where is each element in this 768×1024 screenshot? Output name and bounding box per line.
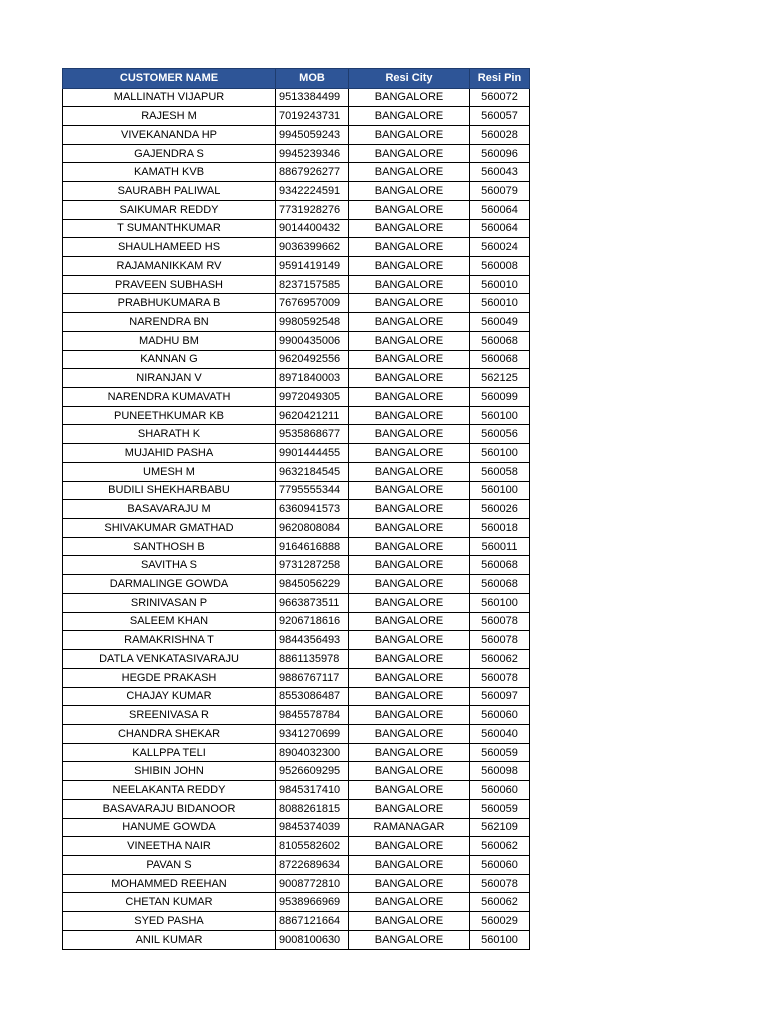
mob-cell: 9620421211 [276,406,349,425]
customer-name-cell: SANTHOSH B [63,537,276,556]
resi-pin-cell: 560040 [470,724,530,743]
customer-name-cell: MALLINATH VIJAPUR [63,88,276,107]
resi-city-cell: BANGALORE [349,275,470,294]
customer-name-cell: KANNAN G [63,350,276,369]
customer-name-cell: CHETAN KUMAR [63,893,276,912]
table-row [63,855,530,874]
customer-name-cell: KALLPPA TELI [63,743,276,762]
resi-pin-cell: 560026 [470,500,530,519]
resi-city-cell: BANGALORE [349,762,470,781]
resi-pin-cell: 560078 [470,612,530,631]
resi-pin-cell: 560099 [470,388,530,407]
resi-city-cell: BANGALORE [349,107,470,126]
customer-name-cell: MUJAHID PASHA [63,444,276,463]
mob-cell: 9900435006 [276,331,349,350]
resi-pin-cell: 560057 [470,107,530,126]
resi-pin-cell: 562125 [470,369,530,388]
mob-cell: 9341270699 [276,724,349,743]
resi-pin-cell: 560064 [470,219,530,238]
mob-cell: 9164616888 [276,537,349,556]
resi-city-cell: BANGALORE [349,706,470,725]
mob-cell: 9620808084 [276,519,349,538]
table-row [63,818,530,837]
table-row [63,182,530,201]
resi-pin-cell: 560068 [470,331,530,350]
mob-cell: 7795555344 [276,481,349,500]
customer-name-cell: VIVEKANANDA HP [63,125,276,144]
resi-city-cell: BANGALORE [349,182,470,201]
resi-city-cell: BANGALORE [349,350,470,369]
resi-pin-cell: 560024 [470,238,530,257]
resi-pin-cell: 560100 [470,444,530,463]
mob-cell: 8904032300 [276,743,349,762]
table-row [63,631,530,650]
resi-pin-cell: 560079 [470,182,530,201]
mob-cell: 9845374039 [276,818,349,837]
resi-pin-cell: 560068 [470,350,530,369]
resi-pin-cell: 560072 [470,88,530,107]
header-mob: MOB [276,69,349,89]
table-row [63,687,530,706]
mob-cell: 9845578784 [276,706,349,725]
resi-pin-cell: 560078 [470,668,530,687]
table-row [63,668,530,687]
table-row [63,331,530,350]
header-resi-city: Resi City [349,69,470,89]
resi-city-cell: BANGALORE [349,837,470,856]
resi-city-cell: BANGALORE [349,256,470,275]
customer-name-cell: PAVAN S [63,855,276,874]
resi-pin-cell: 560060 [470,855,530,874]
mob-cell: 8971840003 [276,369,349,388]
customer-name-cell: GAJENDRA S [63,144,276,163]
resi-pin-cell: 560068 [470,556,530,575]
resi-city-cell: BANGALORE [349,893,470,912]
resi-city-cell: BANGALORE [349,331,470,350]
resi-pin-cell: 560029 [470,912,530,931]
resi-city-cell: BANGALORE [349,855,470,874]
resi-city-cell: BANGALORE [349,724,470,743]
table-row [63,406,530,425]
table-row [63,537,530,556]
resi-city-cell: BANGALORE [349,200,470,219]
table-row [63,930,530,949]
table-row [63,612,530,631]
table-row [63,294,530,313]
customer-name-cell: VINEETHA NAIR [63,837,276,856]
table-row [63,724,530,743]
resi-city-cell: BANGALORE [349,425,470,444]
customer-name-cell: PRAVEEN SUBHASH [63,275,276,294]
mob-cell: 9206718616 [276,612,349,631]
customer-name-cell: RAJESH M [63,107,276,126]
mob-cell: 8722689634 [276,855,349,874]
table-row [63,799,530,818]
customer-name-cell: CHANDRA SHEKAR [63,724,276,743]
customer-name-cell: SAVITHA S [63,556,276,575]
resi-city-cell: BANGALORE [349,500,470,519]
customer-name-cell: NEELAKANTA REDDY [63,781,276,800]
resi-city-cell: BANGALORE [349,593,470,612]
mob-cell: 8553086487 [276,687,349,706]
table-row [63,144,530,163]
table-row [63,575,530,594]
mob-cell: 9945239346 [276,144,349,163]
resi-pin-cell: 560010 [470,294,530,313]
resi-pin-cell: 560059 [470,743,530,762]
mob-cell: 9845317410 [276,781,349,800]
mob-cell: 9886767117 [276,668,349,687]
customer-name-cell: RAMAKRISHNA T [63,631,276,650]
table-row [63,88,530,107]
table-row [63,200,530,219]
resi-pin-cell: 560008 [470,256,530,275]
resi-city-cell: BANGALORE [349,519,470,538]
resi-pin-cell: 560097 [470,687,530,706]
resi-city-cell: BANGALORE [349,575,470,594]
mob-cell: 9620492556 [276,350,349,369]
customer-name-cell: BASAVARAJU M [63,500,276,519]
table-row [63,388,530,407]
customer-name-cell: DARMALINGE GOWDA [63,575,276,594]
resi-pin-cell: 560100 [470,406,530,425]
resi-pin-cell: 562109 [470,818,530,837]
resi-city-cell: BANGALORE [349,125,470,144]
customer-table [62,68,530,950]
customer-name-cell: MOHAMMED REEHAN [63,874,276,893]
resi-pin-cell: 560062 [470,893,530,912]
mob-cell: 9980592548 [276,313,349,332]
customer-name-cell: PRABHUKUMARA B [63,294,276,313]
customer-name-cell: NARENDRA BN [63,313,276,332]
resi-city-cell: BANGALORE [349,294,470,313]
resi-city-cell: BANGALORE [349,406,470,425]
customer-name-cell: PUNEETHKUMAR KB [63,406,276,425]
table-row [63,369,530,388]
mob-cell: 9513384499 [276,88,349,107]
mob-cell: 8861135978 [276,650,349,669]
table-row [63,163,530,182]
mob-cell: 8867121664 [276,912,349,931]
mob-cell: 9008100630 [276,930,349,949]
customer-name-cell: MADHU BM [63,331,276,350]
table-row [63,125,530,144]
table-row [63,107,530,126]
resi-pin-cell: 560056 [470,425,530,444]
customer-name-cell: SHARATH K [63,425,276,444]
customer-name-cell: SHAULHAMEED HS [63,238,276,257]
resi-pin-cell: 560010 [470,275,530,294]
customer-name-cell: BUDILI SHEKHARBABU [63,481,276,500]
mob-cell: 9014400432 [276,219,349,238]
table-row [63,425,530,444]
resi-pin-cell: 560059 [470,799,530,818]
resi-pin-cell: 560100 [470,481,530,500]
resi-city-cell: BANGALORE [349,313,470,332]
table-row [63,762,530,781]
resi-pin-cell: 560011 [470,537,530,556]
header-row [63,69,530,89]
customer-name-cell: BASAVARAJU BIDANOOR [63,799,276,818]
header-resi-pin: Resi Pin [470,69,530,89]
table-row [63,313,530,332]
table-row [63,556,530,575]
mob-cell: 6360941573 [276,500,349,519]
mob-cell: 8088261815 [276,799,349,818]
table-row [63,500,530,519]
mob-cell: 7019243731 [276,107,349,126]
table-row [63,275,530,294]
resi-city-cell: RAMANAGAR [349,818,470,837]
customer-name-cell: SAURABH PALIWAL [63,182,276,201]
table-row [63,350,530,369]
resi-pin-cell: 560098 [470,762,530,781]
table-row [63,519,530,538]
mob-cell: 9036399662 [276,238,349,257]
table-row [63,593,530,612]
resi-city-cell: BANGALORE [349,930,470,949]
customer-name-cell: T SUMANTHKUMAR [63,219,276,238]
customer-sheet [62,68,530,950]
mob-cell: 9845056229 [276,575,349,594]
table-row [63,893,530,912]
resi-city-cell: BANGALORE [349,631,470,650]
resi-pin-cell: 560028 [470,125,530,144]
customer-name-cell: HEGDE PRAKASH [63,668,276,687]
mob-cell: 9632184545 [276,462,349,481]
resi-pin-cell: 560058 [470,462,530,481]
customer-name-cell: SAIKUMAR REDDY [63,200,276,219]
resi-city-cell: BANGALORE [349,781,470,800]
customer-name-cell: HANUME GOWDA [63,818,276,837]
resi-pin-cell: 560078 [470,874,530,893]
resi-city-cell: BANGALORE [349,874,470,893]
customer-name-cell: SHIVAKUMAR GMATHAD [63,519,276,538]
resi-pin-cell: 560060 [470,706,530,725]
resi-city-cell: BANGALORE [349,462,470,481]
mob-cell: 9945059243 [276,125,349,144]
customer-name-cell: SREENIVASA R [63,706,276,725]
table-row [63,874,530,893]
resi-city-cell: BANGALORE [349,388,470,407]
mob-cell: 9591419149 [276,256,349,275]
mob-cell: 9972049305 [276,388,349,407]
resi-city-cell: BANGALORE [349,444,470,463]
table-row [63,444,530,463]
customer-name-cell: KAMATH KVB [63,163,276,182]
mob-cell: 9535868677 [276,425,349,444]
resi-city-cell: BANGALORE [349,687,470,706]
resi-pin-cell: 560096 [470,144,530,163]
resi-pin-cell: 560068 [470,575,530,594]
resi-city-cell: BANGALORE [349,799,470,818]
mob-cell: 9526609295 [276,762,349,781]
mob-cell: 9008772810 [276,874,349,893]
customer-name-cell: SYED PASHA [63,912,276,931]
table-row [63,650,530,669]
resi-pin-cell: 560060 [470,781,530,800]
customer-name-cell: NARENDRA KUMAVATH [63,388,276,407]
table-row [63,837,530,856]
resi-pin-cell: 560062 [470,837,530,856]
resi-city-cell: BANGALORE [349,219,470,238]
resi-pin-cell: 560064 [470,200,530,219]
resi-city-cell: BANGALORE [349,88,470,107]
customer-name-cell: SRINIVASAN P [63,593,276,612]
resi-city-cell: BANGALORE [349,668,470,687]
customer-name-cell: UMESH M [63,462,276,481]
resi-city-cell: BANGALORE [349,556,470,575]
table-row [63,743,530,762]
header-customer-name: CUSTOMER NAME [63,69,276,89]
mob-cell: 7731928276 [276,200,349,219]
mob-cell: 8237157585 [276,275,349,294]
mob-cell: 8105582602 [276,837,349,856]
resi-pin-cell: 560049 [470,313,530,332]
mob-cell: 9731287258 [276,556,349,575]
resi-city-cell: BANGALORE [349,163,470,182]
mob-cell: 9844356493 [276,631,349,650]
resi-city-cell: BANGALORE [349,650,470,669]
resi-city-cell: BANGALORE [349,537,470,556]
customer-name-cell: RAJAMANIKKAM RV [63,256,276,275]
resi-pin-cell: 560043 [470,163,530,182]
mob-cell: 7676957009 [276,294,349,313]
resi-city-cell: BANGALORE [349,238,470,257]
resi-pin-cell: 560100 [470,930,530,949]
table-row [63,912,530,931]
resi-pin-cell: 560018 [470,519,530,538]
customer-name-cell: SHIBIN JOHN [63,762,276,781]
resi-city-cell: BANGALORE [349,912,470,931]
resi-city-cell: BANGALORE [349,369,470,388]
mob-cell: 9901444455 [276,444,349,463]
table-row [63,706,530,725]
resi-city-cell: BANGALORE [349,612,470,631]
customer-name-cell: ANIL KUMAR [63,930,276,949]
resi-pin-cell: 560062 [470,650,530,669]
customer-name-cell: NIRANJAN V [63,369,276,388]
customer-name-cell: DATLA VENKATASIVARAJU [63,650,276,669]
table-row [63,238,530,257]
resi-city-cell: BANGALORE [349,481,470,500]
mob-cell: 9663873511 [276,593,349,612]
mob-cell: 9538966969 [276,893,349,912]
customer-name-cell: SALEEM KHAN [63,612,276,631]
mob-cell: 8867926277 [276,163,349,182]
mob-cell: 9342224591 [276,182,349,201]
resi-pin-cell: 560100 [470,593,530,612]
customer-name-cell: CHAJAY KUMAR [63,687,276,706]
table-row [63,481,530,500]
resi-city-cell: BANGALORE [349,144,470,163]
resi-city-cell: BANGALORE [349,743,470,762]
table-row [63,781,530,800]
table-row [63,256,530,275]
table-row [63,462,530,481]
table-row [63,219,530,238]
resi-pin-cell: 560078 [470,631,530,650]
